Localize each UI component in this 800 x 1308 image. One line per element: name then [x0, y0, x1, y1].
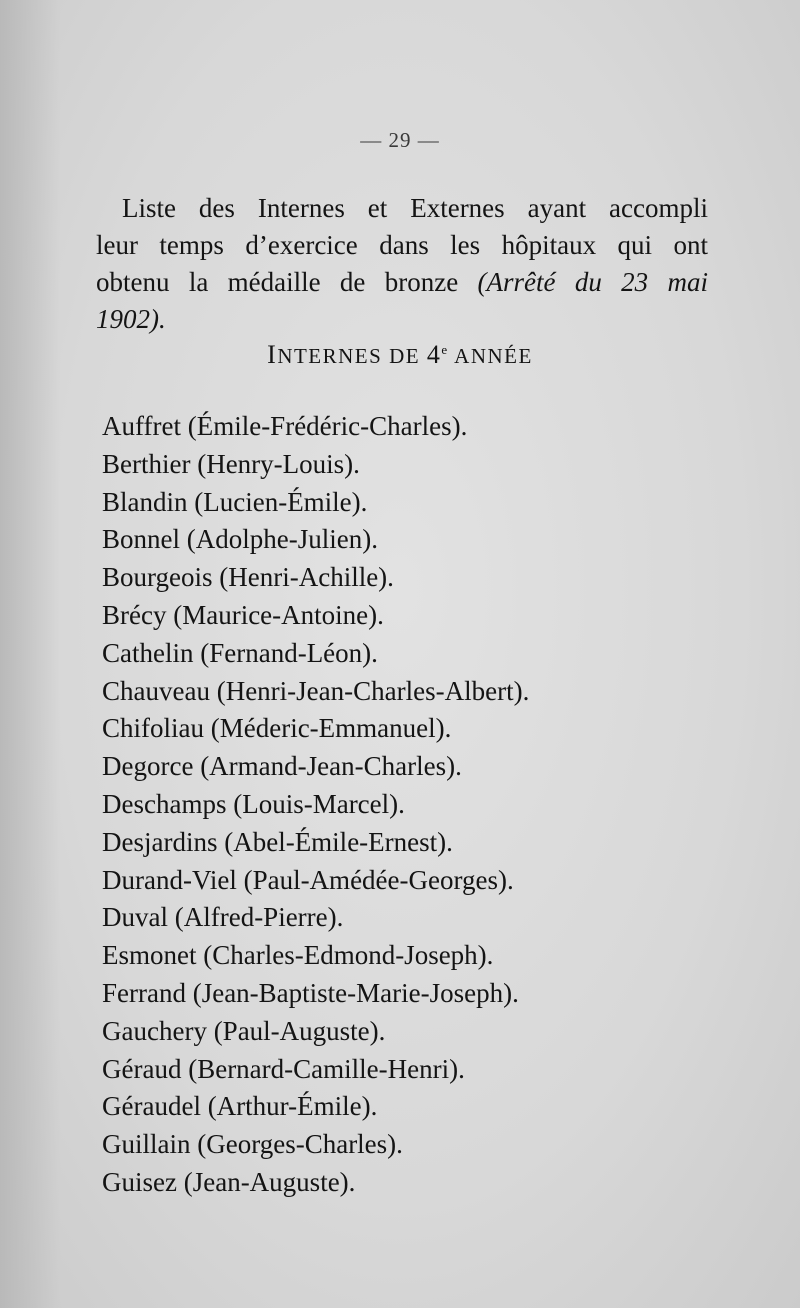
list-item: Berthier (Henry-Louis). — [102, 448, 360, 479]
heading-suffix: e — [441, 342, 449, 357]
list-item: Guisez (Jean-Auguste). — [102, 1166, 356, 1197]
intro-line: Liste des Internes et Externes ayant accompli — [122, 193, 708, 223]
heading-text: NTERNES DE — [277, 344, 427, 368]
page-shadow — [0, 0, 60, 1308]
list-item: Géraudel (Arthur-Émile). — [102, 1091, 378, 1122]
list-item: Degorce (Armand-Jean-Charles). — [102, 751, 462, 782]
intro-line — [96, 301, 708, 338]
list-item: Desjardins (Abel-Émile-Ernest). — [102, 826, 453, 857]
heading-number: 4 — [426, 340, 442, 369]
list-item: Durand-Viel (Paul-Amédée-Georges). — [102, 864, 514, 895]
list-item: Auffret (Émile-Frédéric-Charles). — [102, 411, 468, 441]
list-item: Esmonet (Charles-Edmond-Joseph). — [102, 940, 494, 971]
list-item: Bourgeois (Henri-Achille). — [102, 562, 394, 593]
list-item: Cathelin (Fernand-Léon). — [102, 637, 378, 668]
intro-line: leur temps d’exercice dans les hôpitaux qui ont — [96, 230, 708, 260]
list-item: Brécy (Maurice-Antoine). — [102, 599, 384, 630]
section-heading — [0, 340, 800, 370]
names-list — [102, 408, 529, 1202]
list-item: Chifoliau (Méderic-Emmanuel). — [102, 713, 452, 744]
intro-paragraph — [96, 190, 708, 338]
list-item: Géraud (Bernard-Camille-Henri). — [102, 1053, 465, 1084]
list-item: Deschamps (Louis-Marcel). — [102, 788, 405, 819]
heading-initial: I — [267, 340, 278, 369]
page-number: — 29 — — [360, 128, 440, 152]
list-item: Gauchery (Paul-Auguste). — [102, 1015, 386, 1046]
list-item: Chauveau (Henri-Jean-Charles-Albert). — [102, 675, 530, 706]
list-item: Duval (Alfred-Pierre). — [102, 902, 344, 933]
list-item: Blandin (Lucien-Émile). — [102, 486, 368, 517]
intro-line — [96, 264, 708, 301]
intro-italic: 1902). — [96, 304, 166, 334]
intro-text: obtenu la médaille de bronze — [96, 267, 478, 297]
list-item: Ferrand (Jean-Baptiste-Marie-Joseph). — [102, 977, 519, 1008]
list-item: Bonnel (Adolphe-Julien). — [102, 524, 378, 555]
heading-word: ANNÉE — [448, 344, 533, 368]
intro-italic: (Arrêté du 23 mai — [477, 267, 708, 297]
list-item: Guillain (Georges-Charles). — [102, 1129, 403, 1160]
